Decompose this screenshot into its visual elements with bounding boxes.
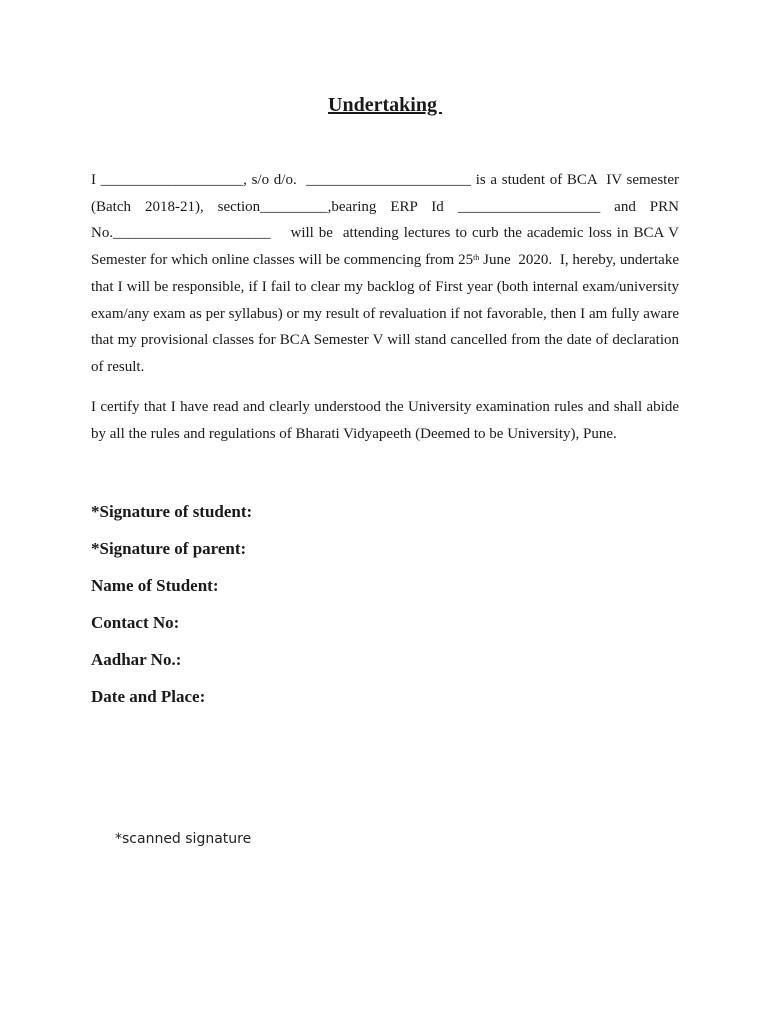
paragraph-text-end: June 2020. I, hereby, undertake that I will be responsible, if I fail to clear my backlog of First year (both internal exam/university exam/any exam as per syllabus) or my result of revaluation if not favorable, then I am fully aware that my provisional classes for BCA Semester V will stand cancelled from the date of declaration of result. [91,252,683,375]
certification-paragraph: I certify that I have read and clearly understood the University examination rules and shall abide by all the rules and regulations of Bharati Vidyapeeth (Deemed to be University), Pune. [91,399,679,442]
paragraph-text-start: I ___________________, s/o d/o. ______________________ is a student of BCA IV semester (Batch 2018-21), section_________,bearing ERP Id ___________________ and PRN No._____________________ will be attending lectures to curb the academic loss in BCA V Semester for which online classes will be commencing from 25 [91,172,683,269]
date-place-label: Date and Place: [91,687,206,706]
contact-number-label: Contact No: [91,613,180,632]
student-name-label: Name of Student: [91,576,219,595]
ordinal-superscript: th [473,253,480,263]
scanned-signature-note: *scanned signature [115,831,252,847]
signature-student-label: *Signature of student: [91,502,253,521]
signature-parent-label: *Signature of parent: [91,539,247,558]
aadhar-number-label: Aadhar No.: [91,650,182,669]
document-title: Undertaking [328,94,442,116]
signature-fields [91,499,252,721]
undertaking-paragraph [91,167,683,381]
